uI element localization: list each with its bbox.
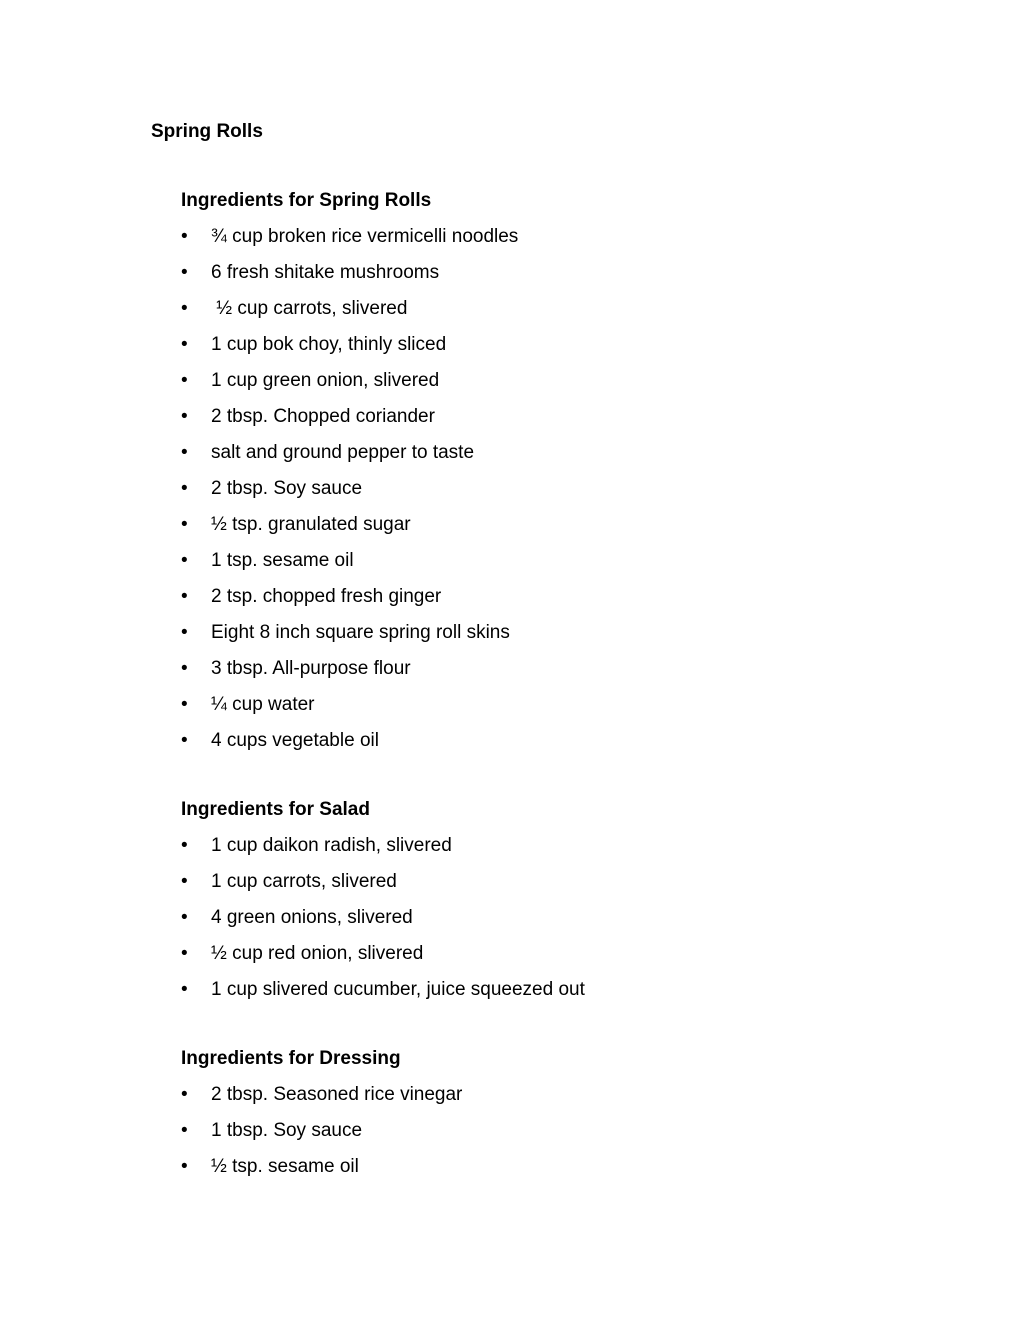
bullet-icon: • — [181, 1120, 188, 1141]
list-item — [181, 871, 397, 907]
item-text: 2 tbsp. Soy sauce — [211, 478, 363, 499]
bullet-icon: • — [181, 406, 188, 427]
bullet-icon: • — [181, 694, 188, 715]
bullet-icon: • — [181, 550, 188, 571]
section-dressing — [181, 1048, 463, 1192]
item-text: 6 fresh shitake mushrooms — [211, 262, 440, 283]
item-text: 1 cup carrots, slivered — [211, 871, 397, 892]
bullet-icon: • — [181, 226, 188, 247]
list-item — [181, 835, 452, 871]
list-item — [181, 1120, 401, 1156]
item-text: Eight 8 inch square spring roll skins — [211, 622, 510, 643]
item-text: ½ tsp. granulated sugar — [211, 514, 411, 535]
bullet-icon: • — [181, 835, 188, 856]
section-heading: Ingredients for Salad — [181, 799, 370, 820]
bullet-icon: • — [181, 1084, 188, 1105]
bullet-icon: • — [181, 514, 188, 535]
list-item — [181, 514, 431, 550]
bullet-icon: • — [181, 979, 188, 1000]
list-item — [181, 586, 442, 622]
list-item — [181, 334, 447, 370]
list-item — [181, 658, 431, 694]
item-text: ½ cup carrots, slivered — [211, 298, 408, 319]
bullet-icon: • — [181, 370, 188, 391]
item-text: 1 cup daikon radish, slivered — [211, 835, 452, 856]
ingredient-list — [181, 835, 585, 1015]
item-text: 1 cup bok choy, thinly sliced — [211, 334, 447, 355]
item-text: ½ cup red onion, slivered — [211, 943, 424, 964]
section-heading: Ingredients for Dressing — [181, 1048, 401, 1069]
page-title: Spring Rolls — [151, 121, 263, 142]
list-item — [181, 406, 435, 442]
list-item — [181, 370, 440, 406]
bullet-icon: • — [181, 658, 188, 679]
ingredient-list — [181, 1084, 463, 1192]
bullet-icon: • — [181, 943, 188, 964]
item-text: 2 tsp. chopped fresh ginger — [211, 586, 442, 607]
bullet-icon: • — [181, 730, 188, 751]
item-text: ½ tsp. sesame oil — [211, 1156, 359, 1177]
bullet-icon: • — [181, 1156, 188, 1177]
bullet-icon: • — [181, 334, 188, 355]
list-item — [181, 226, 519, 262]
list-item — [181, 262, 440, 298]
item-text: 4 cups vegetable oil — [211, 730, 379, 751]
list-item — [181, 622, 510, 658]
bullet-icon: • — [181, 907, 188, 928]
list-item — [181, 943, 424, 979]
list-item — [181, 478, 431, 514]
item-text: 1 tbsp. Soy sauce — [211, 1120, 363, 1141]
list-item — [181, 442, 475, 478]
bullet-icon: • — [181, 298, 188, 319]
item-text: ¼ cup water — [211, 694, 315, 715]
bullet-icon: • — [181, 871, 188, 892]
list-item — [181, 907, 413, 943]
item-text: 2 tbsp. Chopped coriander — [211, 406, 435, 427]
list-item — [181, 730, 431, 766]
section-salad — [181, 799, 585, 1015]
item-text: 2 tbsp. Seasoned rice vinegar — [211, 1084, 463, 1105]
list-item — [181, 979, 585, 1015]
item-text: 1 tsp. sesame oil — [211, 550, 354, 571]
item-text: ¾ cup broken rice vermicelli noodles — [211, 226, 519, 247]
section-spring-rolls — [181, 190, 519, 766]
section-heading: Ingredients for Spring Rolls — [181, 190, 432, 211]
ingredient-list — [181, 226, 519, 766]
list-item — [181, 1156, 401, 1192]
list-item — [181, 550, 431, 586]
item-text: 3 tbsp. All-purpose flour — [211, 658, 411, 679]
list-item — [181, 1084, 463, 1120]
list-item — [181, 694, 431, 730]
bullet-icon: • — [181, 622, 188, 643]
bullet-icon: • — [181, 442, 188, 463]
bullet-icon: • — [181, 586, 188, 607]
bullet-icon: • — [181, 262, 188, 283]
item-text: salt and ground pepper to taste — [211, 442, 475, 463]
bullet-icon: • — [181, 478, 188, 499]
item-text: 1 cup green onion, slivered — [211, 370, 440, 391]
item-text: 4 green onions, slivered — [211, 907, 413, 928]
list-item — [181, 298, 431, 334]
item-text: 1 cup slivered cucumber, juice squeezed out — [211, 979, 585, 1000]
